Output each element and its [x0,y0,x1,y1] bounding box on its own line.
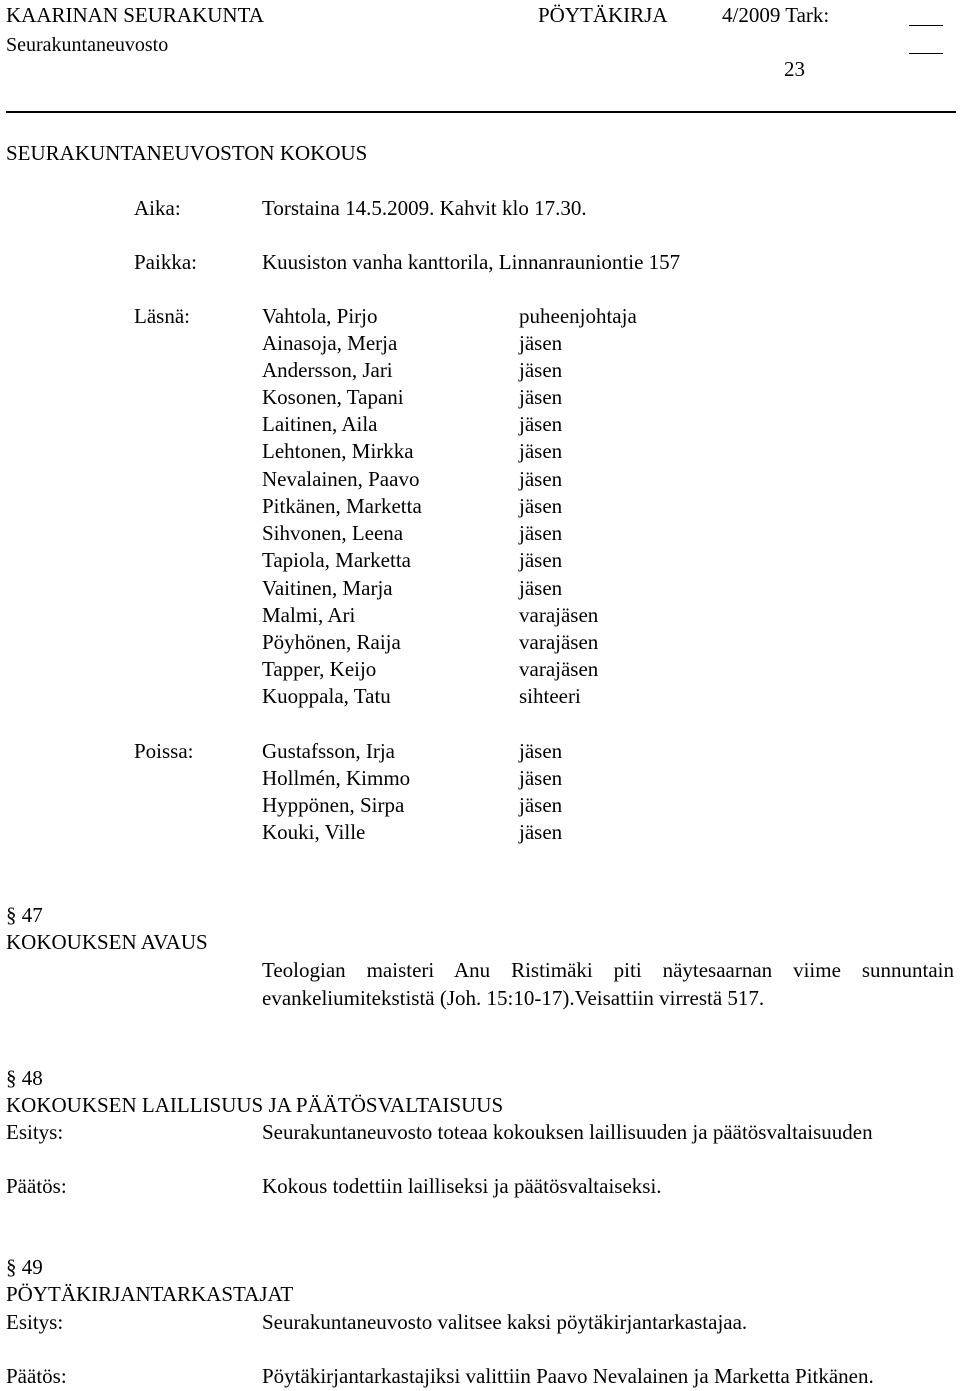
member-role: jäsen [519,439,563,463]
present-member [0,357,960,384]
section-49-decision-label: Päätös: [6,1364,67,1388]
review-blank-2 [909,53,943,54]
member-name: Kuoppala, Tatu [262,684,391,708]
member-role: jäsen [519,385,563,409]
present-member [0,575,960,602]
section-47-text: Teologian maisteri Anu Ristimäki piti näytesaarnan viime sunnuntain evankeliumitekstistä (Joh. 15:10-17).Veisattiin virrestä 517. [262,958,954,1010]
member-role: jäsen [519,331,563,355]
present-member [0,303,960,330]
section-48-decision: Kokous todettiin lailliseksi ja päätösvaltaiseksi. [262,1174,662,1198]
member-role: jäsen [519,793,563,817]
section-49-proposal-label: Esitys: [6,1310,64,1334]
member-role: jäsen [519,739,563,763]
member-role: jäsen [519,820,563,844]
member-name: Kouki, Ville [262,820,366,844]
member-name: Vaitinen, Marja [262,576,393,600]
member-name: Pitkänen, Marketta [262,494,422,518]
section-48-proposal-label: Esitys: [6,1120,64,1144]
header-doc-type: PÖYTÄKIRJA [538,3,668,27]
member-role: jäsen [519,548,563,572]
section-47-number: § 47 [6,903,43,927]
member-role: varajäsen [519,630,599,654]
present-member [0,520,960,547]
member-name: Kosonen, Tapani [262,385,404,409]
absent-label: Poissa: [134,739,194,763]
place-label: Paikka: [134,250,197,274]
member-name: Pöyhönen, Raija [262,630,401,654]
member-name: Vahtola, Pirjo [262,304,378,328]
member-role: puheenjohtaja [519,304,637,328]
time-value: Torstaina 14.5.2009. Kahvit klo 17.30. [262,196,587,220]
review-blank-1 [909,25,943,26]
absent-member [0,765,960,792]
header-divider [6,111,956,113]
present-member [0,411,960,438]
page-number: 23 [784,57,805,81]
member-role: jäsen [519,467,563,491]
member-role: varajäsen [519,657,599,681]
present-member [0,683,960,710]
absent-member [0,738,960,765]
section-49-decision: Pöytäkirjantarkastajiksi valittiin Paavo Nevalainen ja Marketta Pitkänen. [262,1364,874,1388]
time-label: Aika: [134,196,181,220]
present-member [0,466,960,493]
section-49-number: § 49 [6,1255,43,1279]
header-number: 4/2009 Tark: [722,3,830,27]
present-member [0,438,960,465]
member-role: jäsen [519,494,563,518]
member-name: Ainasoja, Merja [262,331,398,355]
section-49-proposal: Seurakuntaneuvosto valitsee kaksi pöytäkirjantarkastajaa. [262,1310,748,1334]
member-name: Tapiola, Marketta [262,548,411,572]
member-role: jäsen [519,412,563,436]
header-org: KAARINAN SEURAKUNTA [6,3,264,27]
absent-member [0,792,960,819]
member-name: Lehtonen, Mirkka [262,439,414,463]
present-member [0,330,960,357]
member-name: Nevalainen, Paavo [262,467,420,491]
section-49-title: PÖYTÄKIRJANTARKASTAJAT [6,1282,294,1306]
section-48-decision-label: Päätös: [6,1174,67,1198]
present-member [0,493,960,520]
member-name: Sihvonen, Leena [262,521,404,545]
section-48-title: KOKOUKSEN LAILLISUUS JA PÄÄTÖSVALTAISUUS [6,1093,504,1117]
place-value: Kuusiston vanha kanttorila, Linnanrauniontie 157 [262,250,681,274]
member-role: jäsen [519,766,563,790]
absent-member [0,819,960,846]
member-name: Hollmén, Kimmo [262,766,411,790]
present-label: Läsnä: [134,304,190,328]
section-48-number: § 48 [6,1066,43,1090]
member-name: Gustafsson, Irja [262,739,395,763]
present-member [0,656,960,683]
present-member [0,629,960,656]
member-role: jäsen [519,521,563,545]
header-body-name: Seurakuntaneuvosto [6,34,169,56]
section-48-proposal: Seurakuntaneuvosto toteaa kokouksen laillisuuden ja päätösvaltaisuuden [262,1120,873,1144]
member-name: Tapper, Keijo [262,657,377,681]
meeting-title: SEURAKUNTANEUVOSTON KOKOUS [6,141,368,165]
member-role: varajäsen [519,603,599,627]
member-role: sihteeri [519,684,581,708]
member-role: jäsen [519,358,563,382]
member-role: jäsen [519,576,563,600]
present-member [0,384,960,411]
member-name: Andersson, Jari [262,358,393,382]
member-name: Malmi, Ari [262,603,356,627]
member-name: Hyppönen, Sirpa [262,793,405,817]
section-47-title: KOKOUKSEN AVAUS [6,930,208,954]
present-member [0,602,960,629]
member-name: Laitinen, Aila [262,412,378,436]
present-member [0,547,960,574]
